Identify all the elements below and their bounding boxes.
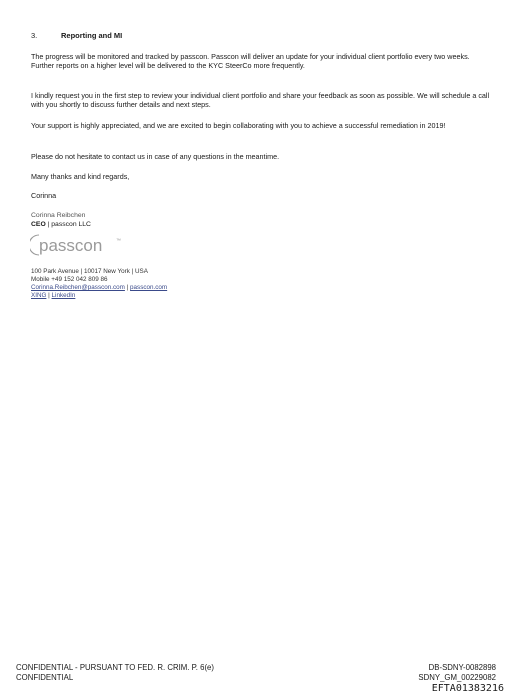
logo-trademark: ™ (116, 238, 121, 244)
footer-bates-number-2: SDNY_GM_00229082 (418, 673, 496, 682)
signature-name: Corinna Reibchen (31, 212, 86, 219)
signature-social-row (31, 292, 75, 300)
paragraph-progress: The progress will be monitored and tracked by passcon. Passcon will deliver an update for your individual client portfolio every two weeks. Further reports on a higher level will be delivered to the KYC SteerCo more frequently. (31, 52, 470, 71)
footer-bates-number-1: DB-SDNY-0082898 (428, 663, 496, 672)
signature-title: CEO (31, 221, 46, 228)
paragraph-contact: Please do not hesitate to contact us in case of any questions in the meantime. (31, 152, 280, 161)
paragraph-signoff: Corinna (31, 191, 57, 200)
social-separator: | (46, 292, 52, 299)
logo-arc (30, 235, 39, 255)
signature-company: | passcon LLC (47, 221, 91, 228)
linkedin-link[interactable]: LinkedIn (51, 292, 76, 299)
footer-confidential-line-2: CONFIDENTIAL (16, 673, 74, 682)
signature-links-row (31, 284, 167, 292)
section-title: Reporting and MI (61, 31, 123, 40)
signature-address: 100 Park Avenue | 10017 New York | USA (31, 268, 148, 275)
link-separator: | (124, 284, 131, 291)
footer-confidential-line-1: CONFIDENTIAL - PURSUANT TO FED. R. CRIM. P. 6(e) (16, 663, 214, 672)
paragraph-request: I kindly request you in the first step to review your individual client portfolio and share your feedback as soon as possible. We will schedule a call with you shortly to discuss further details and next steps. (31, 91, 490, 110)
xing-link[interactable]: XING (31, 292, 47, 299)
paragraph-closing: Many thanks and kind regards, (31, 172, 130, 181)
section-number: 3. (31, 31, 38, 40)
footer-efta-number: EFTA01383216 (431, 683, 504, 694)
website-link[interactable]: passcon.com (130, 284, 168, 291)
passcon-logo (30, 230, 126, 258)
email-link[interactable]: Corinna.Reibchen@passcon.com (31, 284, 125, 291)
signature-role (31, 221, 91, 228)
signature-mobile: Mobile +49 152 042 809 86 (31, 276, 108, 283)
paragraph-support: Your support is highly appreciated, and we are excited to begin collaborating with you to achieve a successful remediation in 2019! (31, 121, 446, 130)
logo-text: passcon (39, 236, 103, 255)
